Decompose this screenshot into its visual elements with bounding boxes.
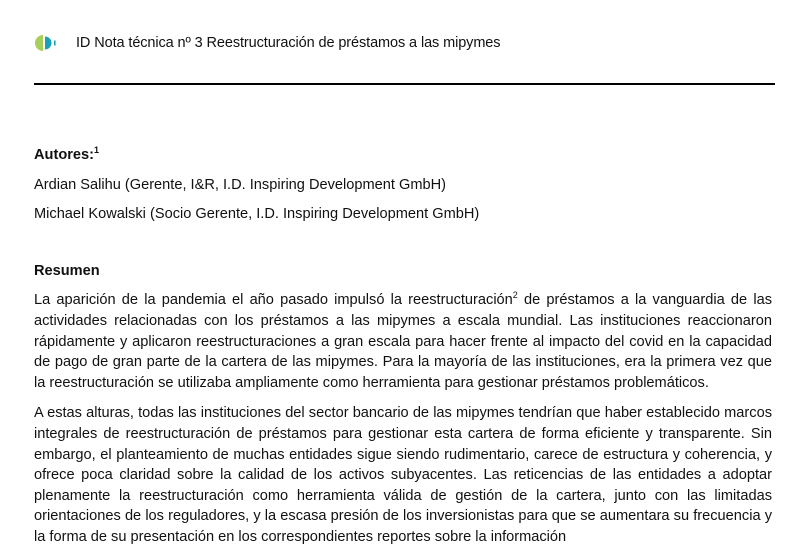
summary-paragraph bbox=[34, 290, 772, 393]
header-divider bbox=[34, 83, 775, 85]
author-line: Michael Kowalski (Socio Gerente, I.D. Inspiring Development GmbH) bbox=[34, 206, 480, 223]
document-body bbox=[34, 145, 772, 548]
author-line: Ardian Salihu (Gerente, I&R, I.D. Inspiring Development GmbH) bbox=[34, 176, 447, 193]
id-logo-icon bbox=[35, 35, 57, 51]
paragraph-text: La aparición de la pandemia el año pasado impulsó la reestructuración bbox=[34, 292, 513, 309]
authors-heading-text: Autores: bbox=[34, 147, 94, 163]
footnote-ref-2[interactable]: 2 bbox=[512, 290, 518, 301]
document-header-title: ID Nota técnica nº 3 Reestructuración de préstamos a las mipymes bbox=[76, 35, 501, 51]
authors-heading bbox=[34, 145, 772, 166]
summary-paragraph: A estas alturas, todas las instituciones del sector bancario de las mipymes tendrían que haber establecido marcos integrales de reestructuración de préstamos para gestionar esta cartera de forma eficiente y transparente. Sin embargo, el planteamiento de muchas entidades sigue siendo rudimentario, carece de estructura y coherencia, y ofrece poca claridad sobre la calidad de los activos subyacentes. Las reticencias de las entidades a adoptar plenamente la reestructuración como herramienta válida de gestión de la cartera, junto con las limitadas orientaciones de los reguladores, y la escasa presión de los inversionistas para que se aumentara su frecuencia y la forma de su presentación en los correspondientes reportes sobre la información bbox=[34, 405, 772, 545]
summary-heading: Resumen bbox=[34, 262, 100, 279]
footnote-ref-1[interactable]: 1 bbox=[94, 145, 100, 155]
document-header bbox=[35, 33, 500, 53]
paragraph-text: de préstamos a la vanguardia de las actividades relacionadas con los préstamos a las mipymes a escala mundial. Las instituciones reaccionaron rápidamente y aplicaron reestructuraciones a gran escala para hacer frente al impacto del covid en la capacidad de pago de gran parte de la cartera de las mipymes. Para la mayoría de las instituciones, era la primera vez que la reestructuración se utilizaba ampliamente como herramienta para gestionar préstamos problemáticos. bbox=[34, 292, 772, 391]
